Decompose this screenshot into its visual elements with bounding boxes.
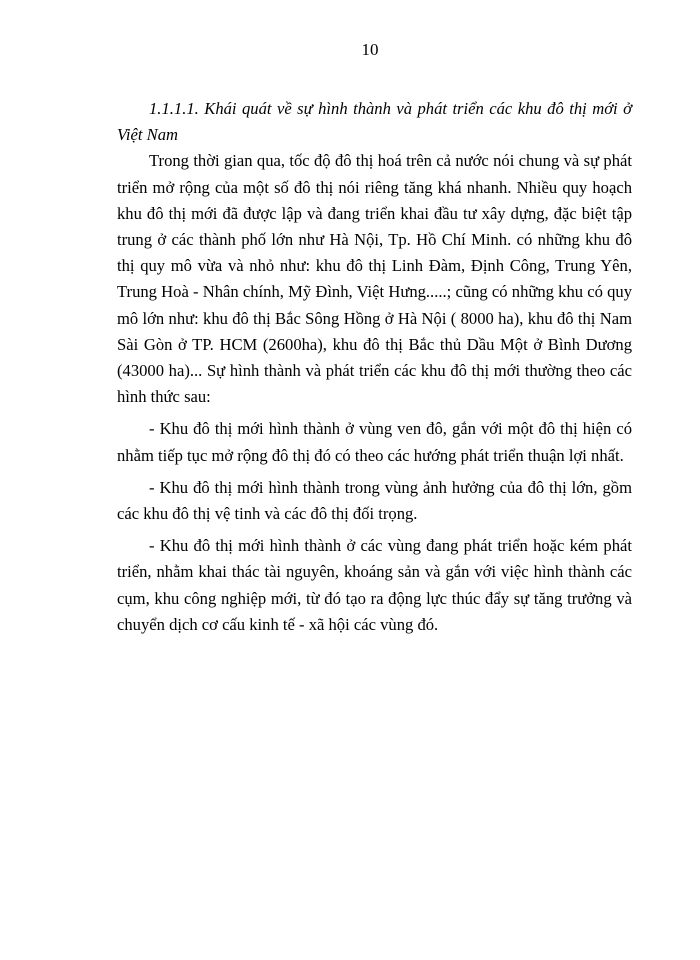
- section-heading: 1.1.1.1. Khái quát về sự hình thành và phát triển các khu đô thị mới ở Việt Nam: [117, 99, 632, 145]
- paragraph-bullet-3: - Khu đô thị mới hình thành ở các vùng đang phát triển hoặc kém phát triển, nhằm khai thác tài nguyên, khoáng sản và gắn với việc hình thành các cụm, khu công nghiệp mới, từ đó tạo ra động lực thúc đẩy sự tăng trưởng và chuyển dịch cơ cấu kinh tế - xã hội các vùng đó.: [117, 536, 632, 634]
- document-body: [117, 96, 632, 638]
- page-number: 10: [361, 40, 379, 59]
- paragraph-intro: Trong thời gian qua, tốc độ đô thị hoá trên cả nước nói chung và sự phát triển mở rộng của một số đô thị nói riêng tăng khá nhanh. Nhiều quy hoạch khu đô thị mới đã được lập và đang triển khai đầu tư xây dựng, đặc biệt tập trung ở các thành phố lớn như Hà Nội, Tp. Hồ Chí Minh. có những khu đô thị quy mô vừa và nhỏ như: khu đô thị Linh Đàm, Định Công, Trung Yên, Trung Hoà - Nhân chính, Mỹ Đình, Việt Hưng.....; cũng có những khu có quy mô lớn như: khu đô thị Bắc Sông Hồng ở Hà Nội ( 8000 ha), khu đô thị Nam Sài Gòn ở TP. HCM (2600ha), khu đô thị Bắc thủ Dầu Một ở Bình Dương (43000 ha)... Sự hình thành và phát triển các khu đô thị mới thường theo các hình thức sau:: [117, 151, 632, 407]
- paragraph-bullet-1: - Khu đô thị mới hình thành ở vùng ven đô, gắn với một đô thị hiện có nhằm tiếp tục mở rộng đô thị đó có theo các hướng phát triển thuận lợi nhất.: [117, 419, 632, 465]
- paragraph-bullet-2: - Khu đô thị mới hình thành trong vùng ảnh hưởng của đô thị lớn, gồm các khu đô thị vệ tinh và các đô thị đối trọng.: [117, 477, 632, 524]
